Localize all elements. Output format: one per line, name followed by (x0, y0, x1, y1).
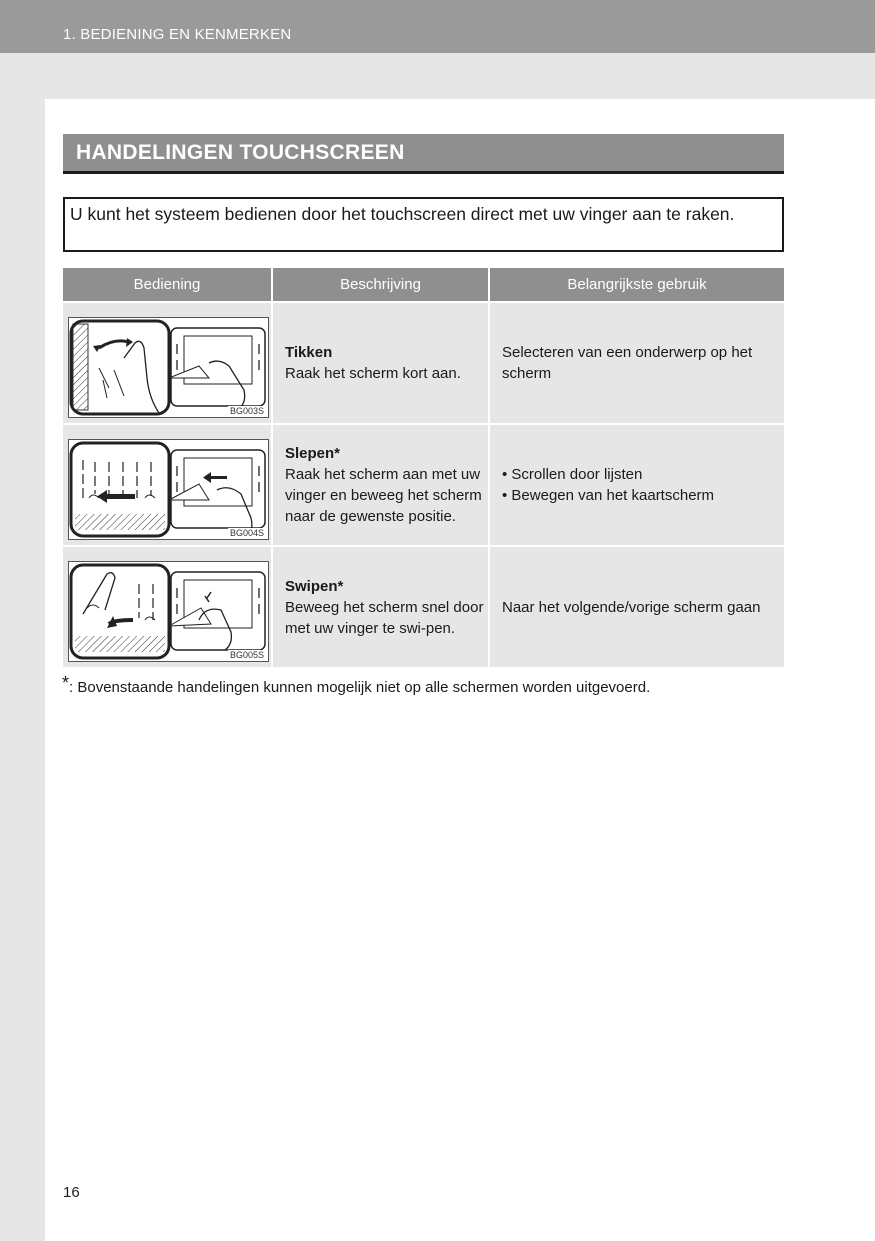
image-code: BG005S (229, 650, 264, 660)
chapter-title: 1. BEDIENING EN KENMERKEN (63, 26, 292, 43)
description-cell (273, 303, 490, 423)
description-cell (273, 547, 490, 667)
column-header-gebruik: Belangrijkste gebruik (567, 276, 707, 293)
gesture-description: Raak het scherm kort aan. (285, 365, 461, 382)
gesture-table (63, 268, 784, 667)
page-number: 16 (63, 1184, 80, 1201)
column-header-bediening: Bediening (63, 268, 273, 301)
section-title-bar (63, 134, 784, 174)
footnote-text: : Bovenstaande handelingen kunnen mogelijk niet op alle schermen worden uitgevoerd. (69, 679, 651, 696)
column-header-beschrijving: Beschrijving (273, 268, 490, 301)
table-header (63, 268, 784, 301)
usage-cell (490, 303, 784, 423)
usage-item: Naar het volgende/vorige scherm gaan (502, 598, 761, 616)
footnote-mark: * (62, 673, 70, 693)
usage-item: Selecteren van een onderwerp op het scherm (502, 344, 753, 382)
table-row (63, 545, 784, 667)
operation-cell (63, 547, 273, 667)
usage-cell (490, 425, 784, 545)
table-row (63, 423, 784, 545)
drag-gesture-icon (68, 439, 269, 540)
usage-item: • Scrollen door lijsten (502, 466, 643, 483)
usage-cell (490, 547, 784, 667)
gesture-name: Tikken (285, 344, 333, 361)
description-cell (273, 425, 490, 545)
gesture-description: Beweeg het scherm snel door met uw vinger te swi-pen. (285, 598, 484, 637)
gesture-name: Slepen* (285, 445, 341, 462)
image-code: BG004S (229, 528, 264, 538)
operation-cell (63, 425, 273, 545)
operation-cell (63, 303, 273, 423)
swipe-gesture-icon (68, 561, 269, 662)
intro-box: U kunt het systeem bedienen door het touchscreen direct met uw vinger aan te raken. (63, 197, 784, 252)
usage-item: • Bewegen van het kaartscherm (502, 487, 715, 504)
table-row (63, 301, 784, 423)
footnote (62, 673, 651, 697)
tap-gesture-icon (68, 317, 269, 418)
gesture-description: Raak het scherm aan met uw vinger en beweeg het scherm naar de gewenste positie. (285, 466, 482, 525)
image-code: BG003S (229, 406, 264, 416)
chapter-header (0, 0, 875, 53)
section-title: HANDELINGEN TOUCHSCREEN (76, 141, 405, 164)
page (45, 99, 875, 1241)
gesture-name: Swipen* (285, 577, 344, 595)
